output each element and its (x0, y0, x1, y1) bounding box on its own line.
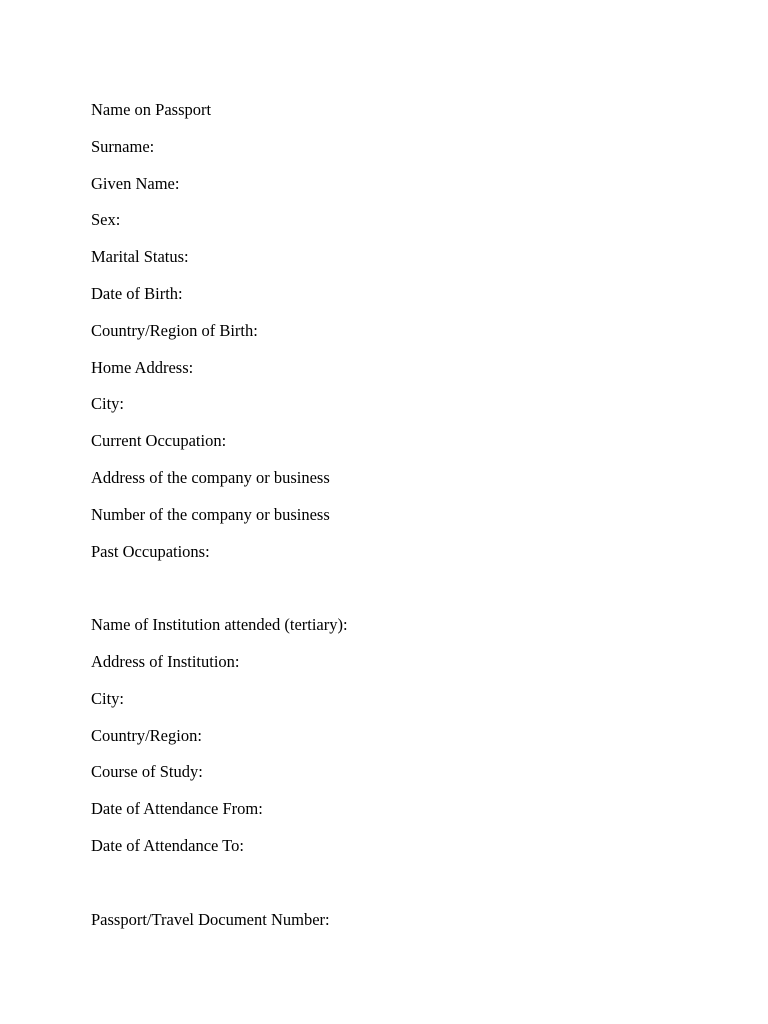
blank-line (91, 570, 348, 607)
field-label-city: City: (91, 394, 125, 414)
field-label-current-occupation: Current Occupation: (91, 431, 227, 451)
field-label-company-address: Address of the company or business (91, 467, 330, 487)
field-label-past-occupations: Past Occupations: (91, 541, 210, 561)
field-label-date-of-birth: Date of Birth: (91, 283, 183, 303)
blank-line (91, 865, 348, 902)
field-label-course-of-study: Course of Study: (91, 762, 203, 782)
field-label-surname: Surname: (91, 136, 155, 156)
field-label-attendance-from: Date of Attendance From: (91, 799, 263, 819)
field-label-sex: Sex: (91, 210, 121, 230)
field-label-given-name: Given Name: (91, 173, 180, 193)
field-label-institution-city: City: (91, 688, 125, 708)
field-label-company-number: Number of the company or business (91, 504, 330, 524)
field-label-marital-status: Marital Status: (91, 247, 189, 267)
field-label-home-address: Home Address: (91, 357, 194, 377)
field-label-country-of-birth: Country/Region of Birth: (91, 320, 258, 340)
field-label-institution-name: Name of Institution attended (tertiary): (91, 615, 348, 635)
field-label-institution-address: Address of Institution: (91, 651, 240, 671)
field-label-institution-country: Country/Region: (91, 725, 202, 745)
field-label-passport-number: Passport/Travel Document Number: (91, 909, 330, 929)
field-label-attendance-to: Date of Attendance To: (91, 835, 244, 855)
form-field-list (91, 92, 348, 938)
section-heading-name-on-passport: Name on Passport (91, 100, 212, 119)
